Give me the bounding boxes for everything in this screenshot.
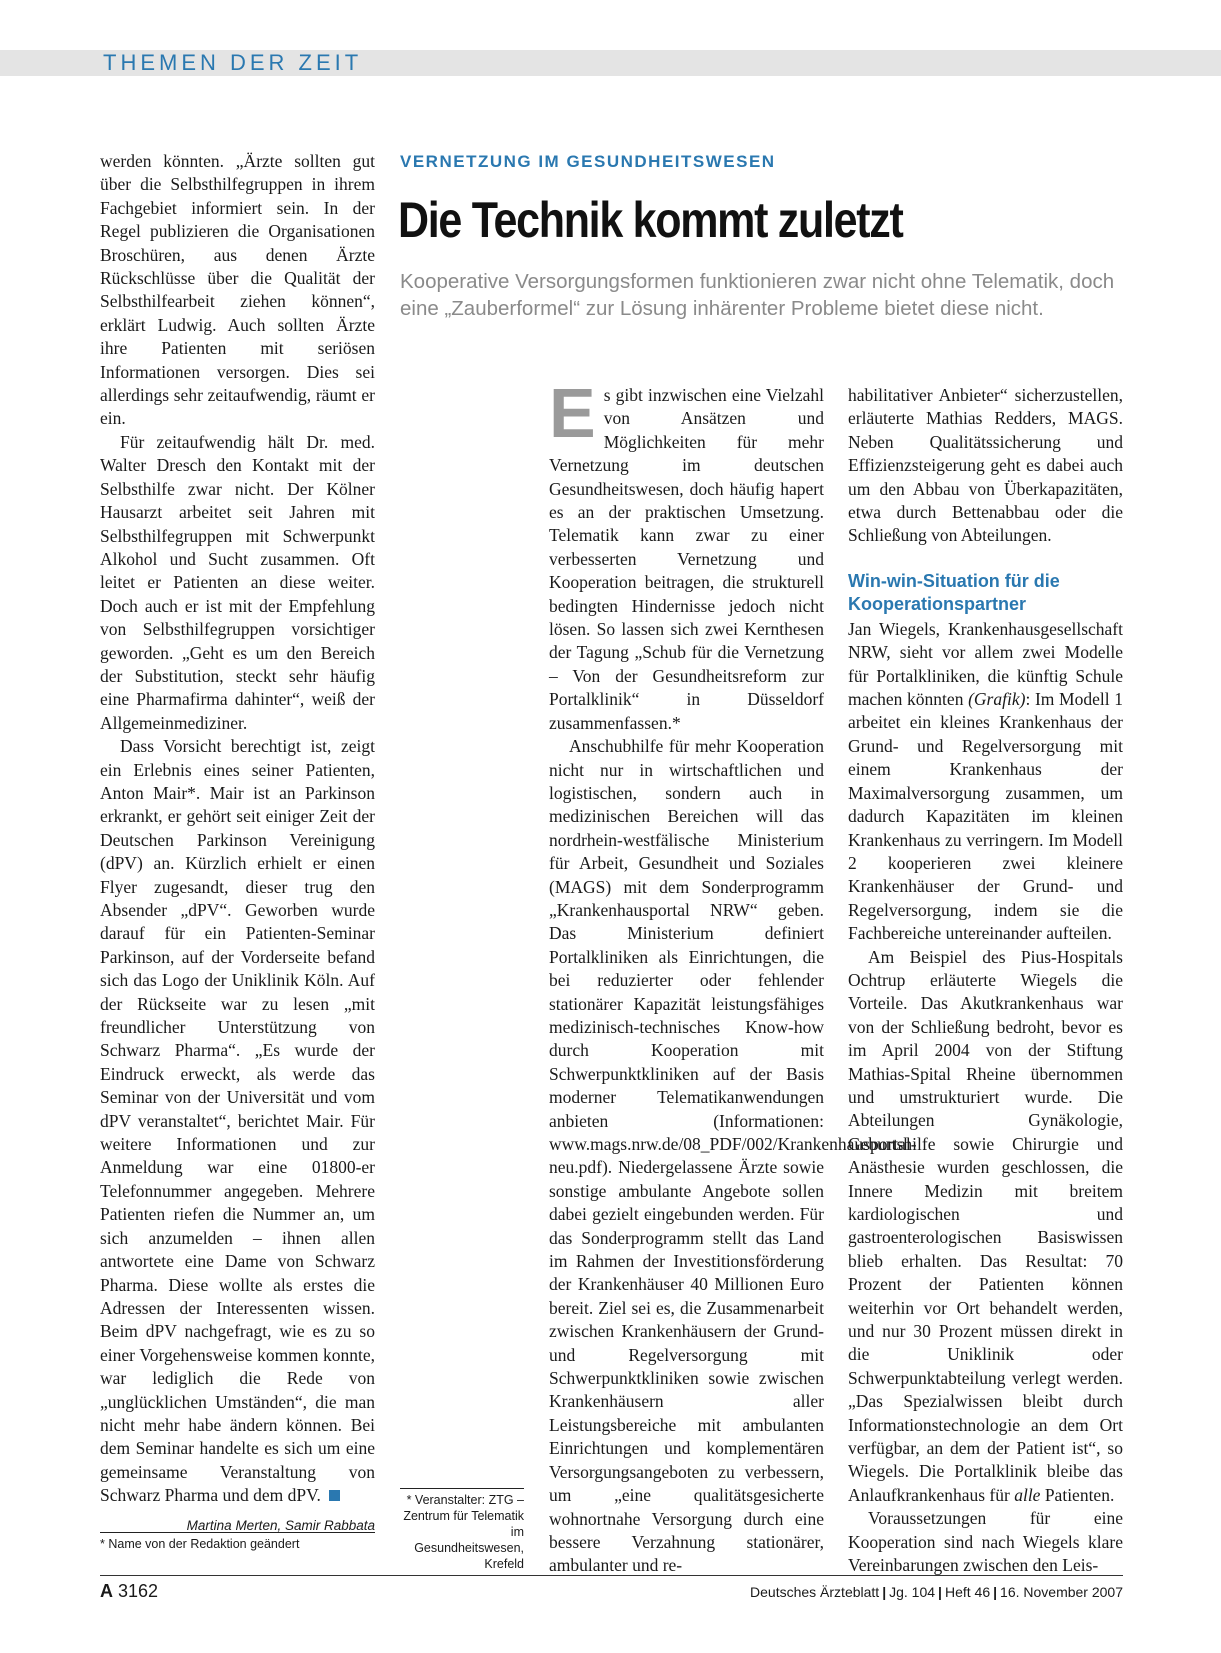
separator: | — [938, 1584, 942, 1600]
emphasis: alle — [1014, 1484, 1041, 1505]
lead-text: s gibt inzwischen eine Vielzahl von Ansätzen und Möglichkeiten für mehr Vernetzung im deutschen Gesundheitswesen, doch häufig hapert es an der praktischen Umsetzung. Telematik kann zwar zu einer verbesserten Vernetzung und Kooperation beitragen, die strukturell bedingten Hindernisse jedoch nicht lösen. So lassen sich zwei Kernthesen der Tagung „Schub für die Vernetzung – Von der Gesundheitsreform zur Portalklinik“ in Düsseldorf zusammenfassen.* — [549, 385, 824, 733]
paragraph: habilitativer Anbieter“ sicherzustellen, erläuterte Mathias Redders, MAGS. Neben Qualitätssicherung und Effizienzsteigerung geht es dabei auch um den Abbau von Überkapazitäten, etwa durch Bettenabbau oder die Schließung von Abteilungen. — [848, 385, 1123, 546]
article-kicker: VERNETZUNG IM GESUNDHEITSWESEN — [400, 152, 776, 171]
paragraph-text: Jan Wiegels, Krankenhausgesellschaft NRW, sieht vor allem zwei Modelle für Portalkliniken, die künftig Schule machen könnten — [848, 618, 1123, 710]
paragraph-text: Am Beispiel des Pius-Hospitals Ochtrup erläuterte Wiegels die Vorteile. Das Akutkrankenhaus war von der Schließung bedroht, bevor es im April 2004 von der Stiftung Mathias-Spital Rheine übernommen und umstrukturiert wurde. Die Abteilungen Gynäkologie, Geburtshilfe sowie Chirurgie und Anästhesie wurden geschlossen, die Innere Medizin mit breitem kardiologischen und gastroenterologischen Basiswissen blieb erhalten. Das Resultat: 70 Prozent der Patienten können weiterhin vor Ort behandelt werden, und nur 30 Prozent müssen direkt in die Uniklinik oder Schwerpunktabteilung verlegt werden. „Das Spezialwissen bleibt durch Informationstechnologie an dem Ort verfügbar, an dem der Patient ist“, so Wiegels. Die Portalklinik bleibe das Anlaufkrankenhaus für — [848, 946, 1123, 1505]
paragraph — [848, 618, 1123, 946]
paragraph-text: Patienten. — [1040, 1484, 1115, 1505]
paragraph — [848, 946, 1123, 1508]
drop-cap: E — [549, 374, 596, 452]
paragraph: Anschubhilfe für mehr Kooperation nicht nur in wirtschaftlichen und logistischen, sondern auch in medizinischen Bereichen will das nordrhein-westfälische Ministerium für Arbeit, Gesundheit und Soziales (MAGS) mit dem Sonderprogramm „Krankenhausportal NRW“ geben. Das Ministerium definiert Portalkliniken als Einrichtungen, die bei reduzierter oder fehlender stationärer Kapazität leistungsfähiges medizinisch-technisches Know-how durch Kooperation mit Schwerpunktkliniken auf der Basis moderner Telematikanwendungen anbieten (Informationen: www.mags.nrw.de/08_PDF/002/Krankenhausportal-neu.pdf). Niedergelassene Ärzte sowie sonstige ambulante Angebote sollen dabei gezielt eingebunden werden. Für das Sonderprogramm stellt das Land im Rahmen der Investitionsförderung der Krankenhäuser 40 Millionen Euro bereit. Ziel sei es, die Zusammenarbeit zwischen Krankenhäusern der Grund- und Regelversorgung mit Schwerpunktkliniken sowie zwischen Krankenhäusern aller Leistungsbereiche mit ambulanten Einrichtungen und komplementären Versorgungsangeboten zu verbessern, um „eine qualitätsgesicherte wohnortnahe Versorgung durch eine bessere Verzahnung stationärer, ambulanter und re- — [549, 736, 917, 1576]
separator: | — [882, 1584, 887, 1600]
emphasis: (Grafik) — [968, 689, 1026, 710]
page-number-value: 3162 — [118, 1581, 159, 1601]
paragraph — [100, 735, 375, 1507]
article-column-3 — [848, 384, 1123, 1578]
page-number — [100, 1581, 158, 1602]
subheading: Win-win-Situation für die Kooperationspartner — [848, 570, 1060, 614]
paragraph: Für zeitaufwendig hält Dr. med. Walter Dresch den Kontakt mit der Selbsthilfe zwar nicht. Der Kölner Hausarzt arbeitet seit Jahren mit Selbsthilfegruppen mit Schwerpunkt Alkohol und Sucht zusammen. Oft leitet er Patienten an diese weiter. Doch auch er ist mit der Empfehlung von Selbsthilfegruppen vorsichtiger geworden. „Geht es um den Bereich der Substitution, steckt sehr häufig eine Pharmafirma dahinter“, weiß der Allgemeinmediziner. — [100, 431, 375, 733]
previous-article-column — [100, 150, 375, 1537]
lead-paragraph — [549, 374, 824, 735]
end-mark-icon — [329, 1490, 340, 1501]
paragraph: Voraussetzungen für eine Kooperation sind nach Wiegels klare Vereinbarungen zwischen den Leis- — [848, 1508, 1123, 1576]
journal-name: Deutsches Ärzteblatt — [750, 1584, 880, 1600]
authors: Martina Merten, Samir Rabbata — [186, 1517, 375, 1533]
separator: | — [993, 1584, 998, 1600]
sidenote: * Veranstalter: ZTG – Zentrum für Telematik im Gesundheitswesen, Krefeld — [403, 1493, 524, 1571]
issue-info — [750, 1584, 1123, 1600]
footnote-divider — [100, 1532, 375, 1533]
footer-divider — [100, 1575, 1123, 1576]
footnote: * Name von der Redaktion geändert — [100, 1537, 300, 1551]
paragraph-text: : Im Modell 1 arbeitet ein kleines Krankenhaus der Grund- und Regelversorgung mit einem Krankenhaus der Maximalversorgung zusammen, um dadurch Kapazitäten im kleinen Krankenhaus zu verringern. Im Modell 2 kooperieren zwei kleinere Krankenhäuser der Grund- und Regelversorgung, indem sie die Fachbereiche untereinander aufteilen. — [848, 689, 1123, 944]
page-prefix: A — [100, 1581, 113, 1601]
paragraph-text: Dass Vorsicht berechtigt ist, zeigt ein Erlebnis eines seiner Patienten, Anton Mair*. Mair ist an Parkinson erkrankt, er gehört seit einiger Zeit der Deutschen Parkinson Vereinigung (dPV) an. Kürzlich erhielt er einen Flyer zugesandt, dieser trug den Absender „dPV“. Geworben wurde darauf für ein Patienten-Seminar Parkinson, auf der Vorderseite befand sich das Logo der Uniklinik Köln. Auf der Rückseite war zu lesen „mit freundlicher Unterstützung von Schwarz Pharma“. „Es wurde der Eindruck erweckt, als werde das Seminar von der Universität und vom dPV veranstaltet“, berichtet Mair. Für weitere Informationen und zur Anmeldung war eine 01800-er Telefonnummer angegeben. Mehrere Patienten riefen die Nummer an, um sich anzumelden – ihnen allen antwortete eine Dame von Schwarz Pharma. Diese wollte als erstes die Adressen der Interessenten wissen. Beim dPV nachgefragt, wie es zu so einer Vorgehensweise kommen konnte, war lediglich die Rede von „unglücklichen Umständen“, die man nicht mehr habe ändern können. Bei dem Seminar handelte es sich um eine gemeinsame Veranstaltung von Schwarz Pharma und dem dPV. — [100, 736, 375, 1506]
article-title: Die Technik kommt zuletzt — [398, 192, 903, 248]
section-label: THEMEN DER ZEIT — [103, 50, 363, 75]
paragraph: werden könnten. „Ärzte sollten gut über die Selbsthilfegruppen in ihrem Fachgebiet informiert sein. In der Regel publizieren die Organisationen Broschüren, aus denen Ärzte Rückschlüsse über die Qualität der Selbsthilfearbeit ziehen können“, erklärt Ludwig. Auch sollten Ärzte ihre Patienten mit seriösen Informationen versorgen. Dies sei allerdings sehr zeitaufwendig, räumt er ein. — [100, 151, 375, 429]
article-column-2 — [549, 374, 917, 1578]
article-deck: Kooperative Versorgungsformen funktionieren zwar nicht ohne Telematik, doch eine „Zauberformel“ zur Lösung inhärenter Probleme bietet diese nicht. — [400, 270, 1115, 320]
issue-number: Heft 46 — [944, 1584, 991, 1600]
issue-date: 16. November 2007 — [1000, 1584, 1123, 1600]
sidenote-divider — [400, 1488, 524, 1489]
volume: Jg. 104 — [889, 1584, 936, 1600]
